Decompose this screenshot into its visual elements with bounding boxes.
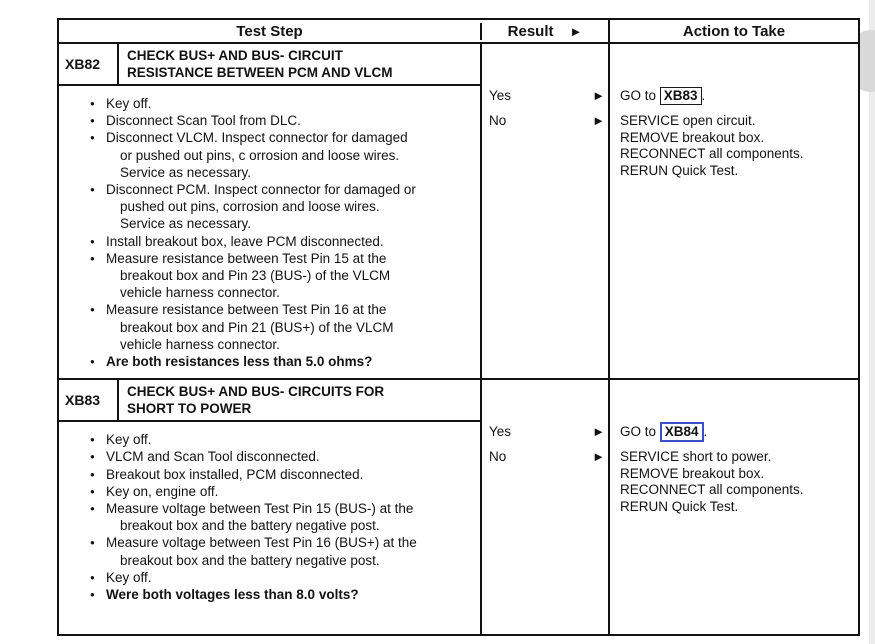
test-subheader [59,44,480,86]
arrow-icon: ► [592,88,605,103]
step-text: Measure voltage between Test Pin 16 (BUS+) at the breakout box and the battery negative post. [106,535,417,568]
bullet-icon: ● [90,590,95,600]
test-ref-box: XB84 [660,422,704,442]
step-text: Key on, engine off. [106,483,219,499]
step-text: Key off. [106,432,152,448]
step-item [90,431,474,448]
action-cell [610,380,858,634]
test-section-xb82 [59,44,858,380]
arrow-icon: ► [569,23,583,39]
bullet-icon: ● [90,253,95,263]
step-text: Install breakout box, leave PCM disconnected. [106,233,384,249]
step-text: Disconnect Scan Tool from DLC. [106,113,301,129]
result-cell [482,380,610,634]
action-goto-suffix: . [703,424,708,440]
test-section-xb83 [59,380,858,634]
action-line: RECONNECT all components. [620,482,804,498]
action-yes [620,424,850,449]
action-cell [610,44,858,378]
test-subheader [59,380,480,422]
test-step-cell [59,380,482,634]
bullet-icon: ● [90,538,95,548]
test-title: CHECK BUS+ AND BUS- CIRCUIT RESISTANCE BETWEEN PCM AND VLCM [127,48,393,80]
step-list [59,422,480,611]
result-no-label: No [489,449,507,465]
step-item-question [90,353,474,370]
action-line: RECONNECT all components. [620,146,804,161]
bullet-icon: ● [90,435,95,445]
step-item [90,95,474,112]
arrow-icon: ► [592,424,605,440]
arrow-icon: ► [592,113,605,128]
result-no-row [482,113,608,138]
step-text: Key off. [106,569,152,585]
test-id: XB83 [59,380,119,420]
action-line: REMOVE breakout box. [620,465,765,481]
test-title: CHECK BUS+ AND BUS- CIRCUITS FOR SHORT TO POWER [127,384,385,417]
action-goto-suffix: . [701,88,706,103]
action-yes [620,88,850,113]
column-header-result-label: Result [507,22,554,40]
step-item [90,448,474,465]
step-item [90,569,474,586]
column-header-test-step: Test Step [59,23,482,40]
step-item [90,250,474,302]
step-item [90,112,474,129]
step-text: VLCM and Scan Tool disconnected. [106,449,320,465]
test-ref-box: XB83 [660,87,702,105]
action-no [620,113,850,179]
column-header-action: Action to Take [682,22,786,40]
step-text: Breakout box installed, PCM disconnected. [106,466,364,482]
test-step-cell [59,44,482,378]
step-question-text: Were both voltages less than 8.0 volts? [106,587,359,603]
step-item [90,483,474,500]
step-text: Measure resistance between Test Pin 16 at the breakout box and Pin 21 (BUS+) of the VLCM vehicle harness connector. [106,302,394,352]
action-line: SERVICE short to power. [620,449,772,465]
result-cell [482,44,610,378]
step-text: Measure voltage between Test Pin 15 (BUS-) at the breakout box and the battery negative post. [106,501,414,534]
step-item [90,534,474,568]
table-header-row [59,20,858,44]
result-yes-row [482,88,608,113]
step-item-question [90,586,474,603]
result-yes-label: Yes [489,88,512,103]
step-text: Key off. [106,96,152,111]
bullet-icon: ● [90,116,95,126]
bullet-icon: ● [90,486,95,496]
step-item [90,301,474,353]
result-yes-label: Yes [489,424,512,440]
step-item [90,129,474,181]
action-goto-text: GO to [620,424,660,440]
action-line: RERUN Quick Test. [620,162,739,178]
step-text: Disconnect PCM. Inspect connector for damaged or pushed out pins, corrosion and loose wires. Service as necessary. [106,182,416,232]
result-no-row [482,449,608,474]
step-item [90,233,474,250]
arrow-icon: ► [592,449,605,465]
bullet-icon: ● [90,357,95,367]
action-goto-text: GO to [620,88,660,103]
bullet-icon: ● [90,572,95,582]
step-list [59,86,480,378]
bullet-icon: ● [90,236,95,246]
bullet-icon: ● [90,469,95,479]
pinpoint-test-table [57,18,860,636]
result-yes-row [482,424,608,449]
action-line: SERVICE open circuit. [620,113,756,128]
bullet-icon: ● [90,99,95,108]
bullet-icon: ● [90,305,95,315]
action-line: REMOVE breakout box. [620,129,765,145]
step-item [90,181,474,233]
action-no [620,449,850,515]
scan-edge-shade [869,0,875,644]
step-item [90,466,474,483]
step-text: Measure resistance between Test Pin 15 at the breakout box and Pin 23 (BUS-) of the VLCM vehicle harness connector. [106,250,391,301]
step-question-text: Are both resistances less than 5.0 ohms? [106,354,373,370]
result-no-label: No [489,113,507,128]
bullet-icon: ● [90,452,95,462]
step-item [90,500,474,534]
bullet-icon: ● [90,504,95,514]
bullet-icon: ● [90,185,95,195]
action-line: RERUN Quick Test. [620,498,739,514]
bullet-icon: ● [90,133,95,143]
step-text: Disconnect VLCM. Inspect connector for damaged or pushed out pins, c orrosion and loose wires. Service as necessary. [106,130,408,180]
column-header-result [482,20,610,42]
test-id: XB82 [59,44,119,84]
